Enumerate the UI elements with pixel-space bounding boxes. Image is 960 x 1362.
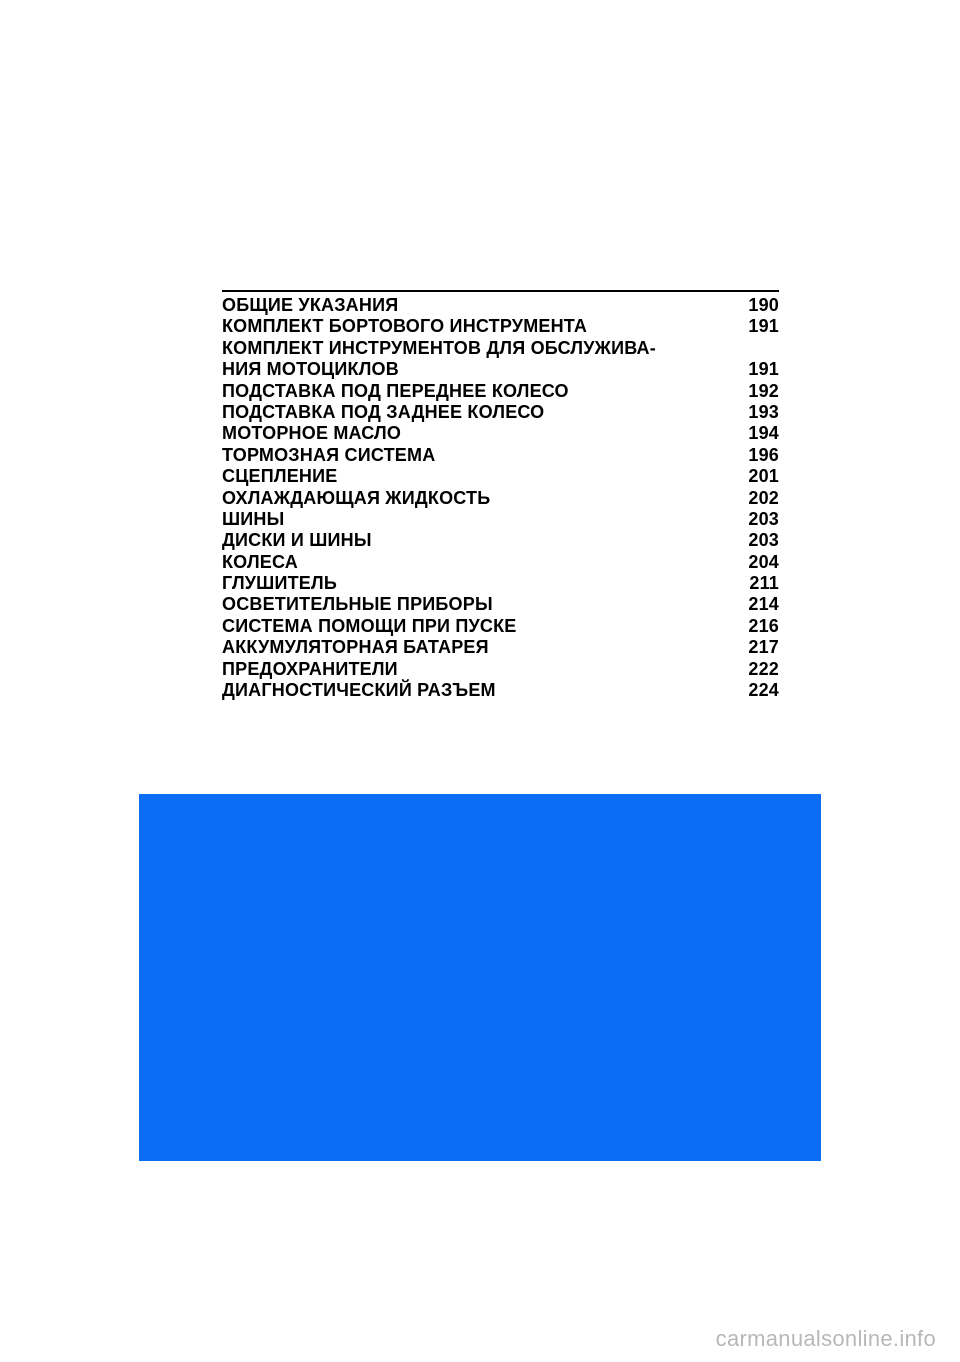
toc-entry-title: ПОДСТАВКА ПОД ПЕРЕДНЕЕ КОЛЕСО bbox=[222, 380, 569, 401]
toc-entry-page: 203 bbox=[748, 508, 779, 529]
toc-row[interactable] bbox=[222, 381, 779, 402]
toc-entry-title: КОЛЕСА bbox=[222, 551, 298, 572]
toc-entry-page: 194 bbox=[748, 423, 779, 444]
toc-entry-title: ГЛУШИТЕЛЬ bbox=[222, 573, 337, 594]
toc-entry-page: 222 bbox=[748, 658, 779, 679]
toc-row[interactable] bbox=[222, 509, 779, 530]
toc-entry-page: 191 bbox=[748, 316, 779, 337]
toc-entry-page: 211 bbox=[749, 573, 779, 594]
toc-entry-title: КОМПЛЕКТ БОРТОВОГО ИНСТРУМЕНТА bbox=[222, 316, 588, 337]
toc-entry-page: 192 bbox=[748, 380, 779, 401]
toc-entry-title: МОТОРНОЕ МАСЛО bbox=[222, 423, 402, 444]
toc-entry-page: 193 bbox=[748, 401, 779, 422]
toc-row[interactable] bbox=[222, 637, 779, 658]
toc-row[interactable] bbox=[222, 530, 779, 551]
toc-entry-title: ПРЕДОХРАНИТЕЛИ bbox=[222, 658, 398, 679]
toc-entry-title: ОХЛАЖДАЮЩАЯ ЖИДКОСТЬ bbox=[222, 487, 491, 508]
toc-entry-title: СИСТЕМА ПОМОЩИ ПРИ ПУСКЕ bbox=[222, 615, 517, 636]
toc-entry-title: ДИСКИ И ШИНЫ bbox=[222, 530, 372, 551]
toc-row[interactable] bbox=[222, 359, 779, 380]
toc-entry-page: 203 bbox=[748, 530, 779, 551]
toc-entry-page: 201 bbox=[748, 466, 779, 487]
toc-entry-title: ТОРМОЗНАЯ СИСТЕМА bbox=[222, 444, 436, 465]
toc-entry-page: 216 bbox=[748, 615, 779, 636]
toc-row[interactable] bbox=[222, 338, 779, 359]
toc-row[interactable] bbox=[222, 295, 779, 316]
toc-row[interactable] bbox=[222, 488, 779, 509]
toc-entry-page: 217 bbox=[748, 637, 779, 658]
toc-entry-title: ОБЩИЕ УКАЗАНИЯ bbox=[222, 295, 399, 315]
toc-entry-title: ПОДСТАВКА ПОД ЗАДНЕЕ КОЛЕСО bbox=[222, 401, 545, 422]
blue-panel bbox=[139, 794, 821, 1161]
toc-entry-title: ШИНЫ bbox=[222, 508, 285, 529]
toc-row[interactable] bbox=[222, 402, 779, 423]
watermark: carmanualsonline.info bbox=[715, 1326, 936, 1351]
toc-row[interactable] bbox=[222, 552, 779, 573]
toc-entry-page: 196 bbox=[748, 444, 779, 465]
toc-row[interactable] bbox=[222, 423, 779, 444]
toc-row[interactable] bbox=[222, 316, 779, 337]
toc-row[interactable] bbox=[222, 680, 779, 701]
table-of-contents bbox=[222, 290, 779, 701]
toc-row[interactable] bbox=[222, 616, 779, 637]
toc-row[interactable] bbox=[222, 594, 779, 615]
toc-entry-title: НИЯ МОТОЦИКЛОВ bbox=[222, 359, 399, 380]
toc-entry-page: 191 bbox=[748, 359, 779, 380]
toc-entry-page: 204 bbox=[748, 551, 779, 572]
toc-entry-title: ДИАГНОСТИЧЕСКИЙ РАЗЪЕМ bbox=[222, 680, 496, 701]
toc-entry-title: ОСВЕТИТЕЛЬНЫЕ ПРИБОРЫ bbox=[222, 594, 493, 615]
toc-entry-title: СЦЕПЛЕНИЕ bbox=[222, 466, 338, 487]
toc-entry-page: 224 bbox=[748, 680, 779, 701]
toc-row[interactable] bbox=[222, 573, 779, 594]
toc-row[interactable] bbox=[222, 659, 779, 680]
toc-row[interactable] bbox=[222, 466, 779, 487]
toc-entry-page: 190 bbox=[748, 295, 779, 315]
toc-entry-page: 202 bbox=[748, 487, 779, 508]
toc-entry-title: КОМПЛЕКТ ИНСТРУМЕНТОВ ДЛЯ ОБСЛУЖИВА- bbox=[222, 337, 656, 358]
toc-entry-title: АККУМУЛЯТОРНАЯ БАТАРЕЯ bbox=[222, 637, 489, 658]
toc-entry-page: 214 bbox=[748, 594, 779, 615]
toc-row[interactable] bbox=[222, 445, 779, 466]
